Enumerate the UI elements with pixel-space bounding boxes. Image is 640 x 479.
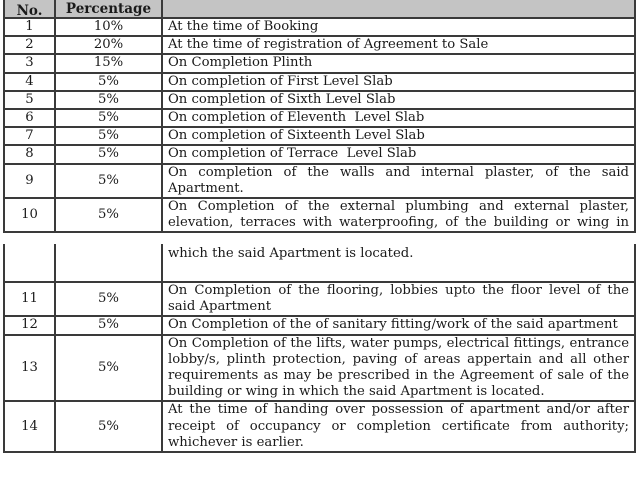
row-description: On completion of Terrace Level Slab: [162, 145, 635, 163]
row-no: 8: [4, 145, 55, 163]
table-row: [4, 109, 635, 127]
table-row: [4, 91, 635, 109]
table-row: [4, 335, 635, 402]
row-no: 13: [4, 335, 55, 402]
table-row-continuation: [4, 244, 635, 282]
table-header-row: [4, 0, 635, 18]
payment-schedule-table-part-1: [3, 0, 636, 233]
row-no: 6: [4, 109, 55, 127]
row-percentage: 5%: [55, 73, 162, 91]
table-row: [4, 164, 635, 198]
row-no: 4: [4, 73, 55, 91]
row-description: On Completion of the external plumbing and external plaster, elevation, terraces with waterproofing, of the building or wing in: [162, 198, 635, 232]
row-percentage: 5%: [55, 335, 162, 402]
table-row: [4, 54, 635, 72]
table-row: [4, 198, 635, 232]
row-no: 11: [4, 282, 55, 316]
row-no: 14: [4, 401, 55, 452]
row-no: 2: [4, 36, 55, 54]
row-percentage: 5%: [55, 316, 162, 334]
row-no: 5: [4, 91, 55, 109]
row-description: On completion of the walls and internal plaster, of the said Apartment.: [162, 164, 635, 198]
row-no: 7: [4, 127, 55, 145]
table-row: [4, 127, 635, 145]
header-description: [162, 0, 635, 18]
row-no: 3: [4, 54, 55, 72]
row-description: On Completion of the flooring, lobbies upto the floor level of the said Apartment: [162, 282, 635, 316]
table-row: [4, 316, 635, 334]
row-percentage: 20%: [55, 36, 162, 54]
row-description: On Completion of the of sanitary fitting/work of the said apartment: [162, 316, 635, 334]
row-description: On Completion of the lifts, water pumps, electrical fittings, entrance lobby/s, plinth protection, paving of areas appertain and all other requirements as may be prescribed in the Agreement of sale of the building or wing in which the said Apartment is located.: [162, 335, 635, 402]
header-percentage: Percentage: [55, 0, 162, 18]
table-row: [4, 73, 635, 91]
row-percentage: 5%: [55, 164, 162, 198]
row-percentage: [55, 244, 162, 282]
row-description: On completion of Sixteenth Level Slab: [162, 127, 635, 145]
row-percentage: 5%: [55, 127, 162, 145]
row-description: On completion of Eleventh Level Slab: [162, 109, 635, 127]
row-no: 9: [4, 164, 55, 198]
row-no: 10: [4, 198, 55, 232]
row-percentage: 5%: [55, 198, 162, 232]
row-percentage: 5%: [55, 401, 162, 452]
row-description: On Completion Plinth: [162, 54, 635, 72]
payment-schedule-table-part-2: [3, 244, 636, 453]
row-description: At the time of registration of Agreement to Sale: [162, 36, 635, 54]
table-row: [4, 145, 635, 163]
header-no: No.: [4, 0, 55, 18]
row-no: 12: [4, 316, 55, 334]
table-row: [4, 282, 635, 316]
row-percentage: 10%: [55, 18, 162, 36]
row-description: On completion of Sixth Level Slab: [162, 91, 635, 109]
table-row: [4, 401, 635, 452]
row-percentage: 5%: [55, 145, 162, 163]
row-description: which the said Apartment is located.: [162, 244, 635, 282]
row-percentage: 5%: [55, 282, 162, 316]
row-description: At the time of Booking: [162, 18, 635, 36]
table-row: [4, 36, 635, 54]
table-row: [4, 18, 635, 36]
row-description: At the time of handing over possession of apartment and/or after receipt of occupancy or completion certificate from authority; whichever is earlier.: [162, 401, 635, 452]
row-percentage: 15%: [55, 54, 162, 72]
row-percentage: 5%: [55, 91, 162, 109]
row-no: 1: [4, 18, 55, 36]
row-percentage: 5%: [55, 109, 162, 127]
row-description: On completion of First Level Slab: [162, 73, 635, 91]
row-no: [4, 244, 55, 282]
